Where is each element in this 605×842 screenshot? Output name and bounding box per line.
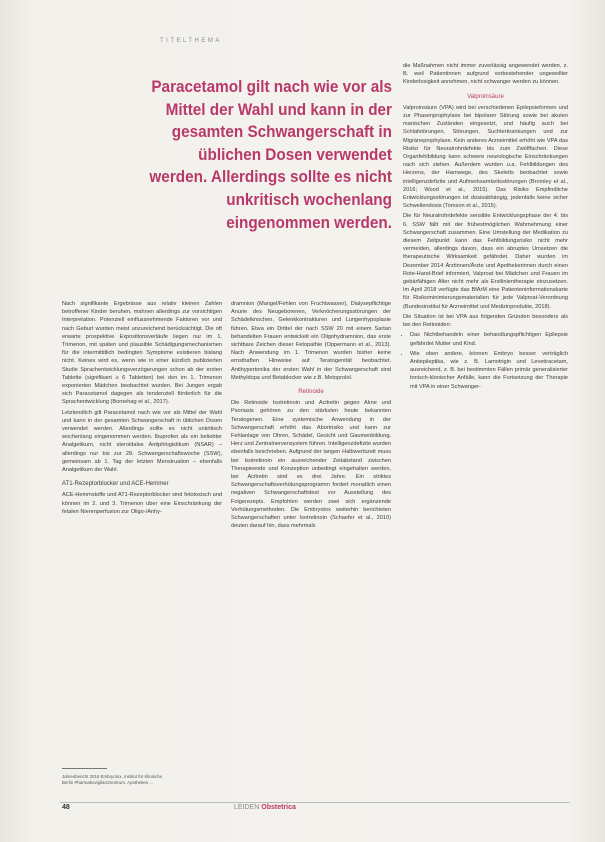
paragraph: Valproinsäure (VPA) wird bei verschiedenen Epilepsieformen und zur Phasenprophylaxe bei bipolarer Störung sowie bei akuten manischen Zuständen eingesetzt, und häufig auch bei Schlafstörungen, Störungen, Suchterkrankungen und zur Migräneprophylaxe. Kein anderes Arzneimittel erhöht wie VPA das Risiko für Neuralrohrdefekte bis zum Zwölffachen. Diese Organfehlbildung kann schwere neurologische Einschränkungen nach sich ziehen. Außerdem wurden u.a. Fehlbildungen des Herzens, der Harnwege, des Skeletts beobachtet sowie intelligenzdefizite und Aufmerksamkeitsstörungen (Bromley et al., 2016; Wood et al., 2015). Das Risiko Empfindliche Entwicklungsstörungen ist dosisabhängig, jedenfalls keine sicher Schwellendosis (Tomson et al., 2015). bbox=[403, 104, 568, 210]
section-label: TITELTHEMA bbox=[160, 38, 222, 44]
footnote-divider bbox=[62, 768, 107, 769]
footnote-line: Berlin Pharmakovigilanzzentrum, Apotheken ... bbox=[62, 780, 154, 785]
paragraph: Letztendlich gilt Paracetamol nach wie vor als Mittel der Wahl und kann in der gesamten Schwangerschaft in üblichen Dosen verwendet werden. Allerdings sollte es nicht unkritisch wochenlang eingenommen werden. Ibuprofen als ein beliebter Analgetikum, nicht steroidales Antiphlogistikum (NSAR) – allerdings nur bis zur 28. Schwangerschaftswoche (SSW), gemeinsam ab 1. Tag der letzten Menstruation – ebenfalls Analgetikum der Wahl. bbox=[62, 409, 222, 474]
paragraph: Die für Neuralrohrdefekte sensible Entwicklungsphase der 4. bis 6. SSW fällt mit der frühestmöglichen Wahrnehmung einer Schwangerschaft zusammen. Eine Umstellung der Medikation zu diesem Zeitpunkt kann das Fehlbildungsrisiko nicht mehr vermeiden, allerdings davon, dass ein abruptes Umsetzen die therapeutische Wirksamkeit gefährdet. Daher wurden im Dezember 2014 Ärztinnen/Ärzte und Apothekerinnen durch einen Rote-Hand-Brief informiert, Valproat bei Mädchen und Frauen im gebärfähigen Alter nicht mehr als Erstlinientherapie einzusetzen. Im April 2018 verfügte das BfArM eine Patienteninformationskarte für Risikominimierungsmaterialien für jede Valproat-Verordnung (Bundesinstitut für Arzneimittel und Medizinprodukte, 2018). bbox=[403, 213, 568, 310]
brand-prefix: LEIDEN bbox=[234, 804, 260, 811]
page-number: 48 bbox=[62, 804, 70, 811]
footnote-line: Jahresbericht 2016 Embryotox, Institut für Klinische bbox=[62, 774, 163, 779]
footer-divider bbox=[60, 802, 570, 803]
journal-brand bbox=[234, 804, 296, 811]
text-column-middle bbox=[231, 300, 391, 532]
paragraph: ACE-Hemmstoffe und AT1-Rezeptorblocker sind fetotoxisch und können im 2. und 3. Trimenon über eine Einschränkung der fetalen Nierenperfusion zur Oligo-/Anhy- bbox=[62, 492, 222, 515]
paragraph: Nach signifikante Ergebnisse aus relativ kleinen Zahlen betroffener Kinder beruhen, mahnen allerdings zur vorsichtigen Interpretation. Potenziell einflussnehmende Faktoren vor und nach Geburt wurden meist unzureichend berücksichtigt. Die oft erwarte prospektive Expositionsverläufe liegen nur im 1. Trimenon, mit späten und plausible Schädigungsmechanismen für die intermittitlich bedingten Symptome existieren bislang nicht. Keines wird es, wenn wie in einer kürzlich publizierten Studie Sprachentwicklungsverzögerungen schon ab der ersten Tablette (signifikant ≥ 6 Tabletten) bei den im 1. Trimenon exponierten Mädchen beobachtet wurden. Bei Jungen ergab sich Paracetamol dagegen als tendenziell förderlich für die Sprachentwicklung (Bornehag et al., 2017). bbox=[62, 301, 222, 406]
paragraph: Die Situation ist bei VPA aus folgenden Gründen besonders als bei den Retinoiden: bbox=[403, 313, 568, 329]
paragraph: Die Retinoide Isotretinoin und Acitretin gegen Akne und Psoriasis gehören zu den stärksten heute bekannten Teratogenen. Eine systemische Anwendung in der Schwangerschaft erhöht das Abortrisiko und kann zur Fehlanlage von Ohren, Schädel, Gesicht und Gaumenbildung, Herz und Zentralnervensystem führen. Intelligenzdefizite wurden ebenfalls beschrieben. Aufgrund der langen Halbwertszeit muss bei Isotretinoin ein ausreichender Zeitabstand zwischen Therapieende und Konzeption unbedingt eingehalten werden, bei Acitretin sind es drei Jahre. Ein striktes Schwangerschaftsverhütungsprogramm fordert monatlich einen negativen Schwangerschaftstest vor Ausstellung des Folgerezepts. Empfohlen werden zwei sich ergänzende Verhütungsmethoden. Die Embryotox weiterhin berichteten Schwangerschaften unter Isotretinoin (Schaefer et al., 2010) deuten darauf hin, dass mehrmals bbox=[231, 400, 391, 530]
text-column-left bbox=[62, 300, 222, 518]
section-subhead: AT1-Rezeptorblocker und ACE-Hemmer bbox=[62, 481, 169, 488]
text-column-right bbox=[403, 62, 568, 393]
list-item: • Das Nichtbehandeln einer behandlungspflichtigen Epilepsie gefährdet Mutter und Kind. bbox=[410, 331, 568, 347]
headline-pull-quote: Paracetamol gilt nach wie vor als Mittel der Wahl und kann in der gesamten Schwangerschaft in üblichen Dosen verwendet werden. Allerdings sollte es nicht unkritisch wochenlang eingenommen werden. bbox=[149, 77, 392, 232]
bullet-list bbox=[403, 331, 568, 390]
brand-name: Obstetrica bbox=[261, 804, 296, 811]
section-subhead: Valproinsäure bbox=[467, 93, 504, 100]
section-subhead: Retinoide bbox=[298, 389, 324, 396]
paragraph: die Maßnahmen nicht immer zuverlässig angewendet werden, z. B. weil Patientinnen aufgrund vorbestehender ungewollter Kinderlosigkeit annehmen, nicht schwanger werden zu können. bbox=[403, 63, 568, 86]
footnote bbox=[62, 774, 212, 786]
list-item: • Wie oben andere, können Embryo besser verträglich Antiepileptika, wie z. B. Lamotrigin und Levetiracetam, ausreichend, z. B. bei bestimmten Fällen primär generalisierter tonisch-klonischer Anfälle, kann die Fortsetzung der Therapie mit VPA in einer Schwanger- bbox=[410, 350, 568, 391]
paragraph: dramnion (Mangel/Fehlen von Fruchtwasser), Dialysepflichtige Anurie des Neugeborenen, Verknöcherungsstörungen der Schädelknochen, Gelenkkontrakturen und Lungenhypoplasie führen. Etwa ein Drittel der nach SSW 20 mit einem Sartan behandelten Frauen entwickelt ein Oligohydramnion, das erste sichtbare Zeichen dieser Fetopathie (Oppermann et al., 2013). Nach Anwendung im 1. Trimenon wurden bisher keine ernsthaften Hinweise auf Teratogenität beobachtet. Antihypertonika der ersten Wahl in der Schwangerschaft sind Methyldopa und Betablocker wie z.B. Metoprolol. bbox=[231, 301, 391, 381]
